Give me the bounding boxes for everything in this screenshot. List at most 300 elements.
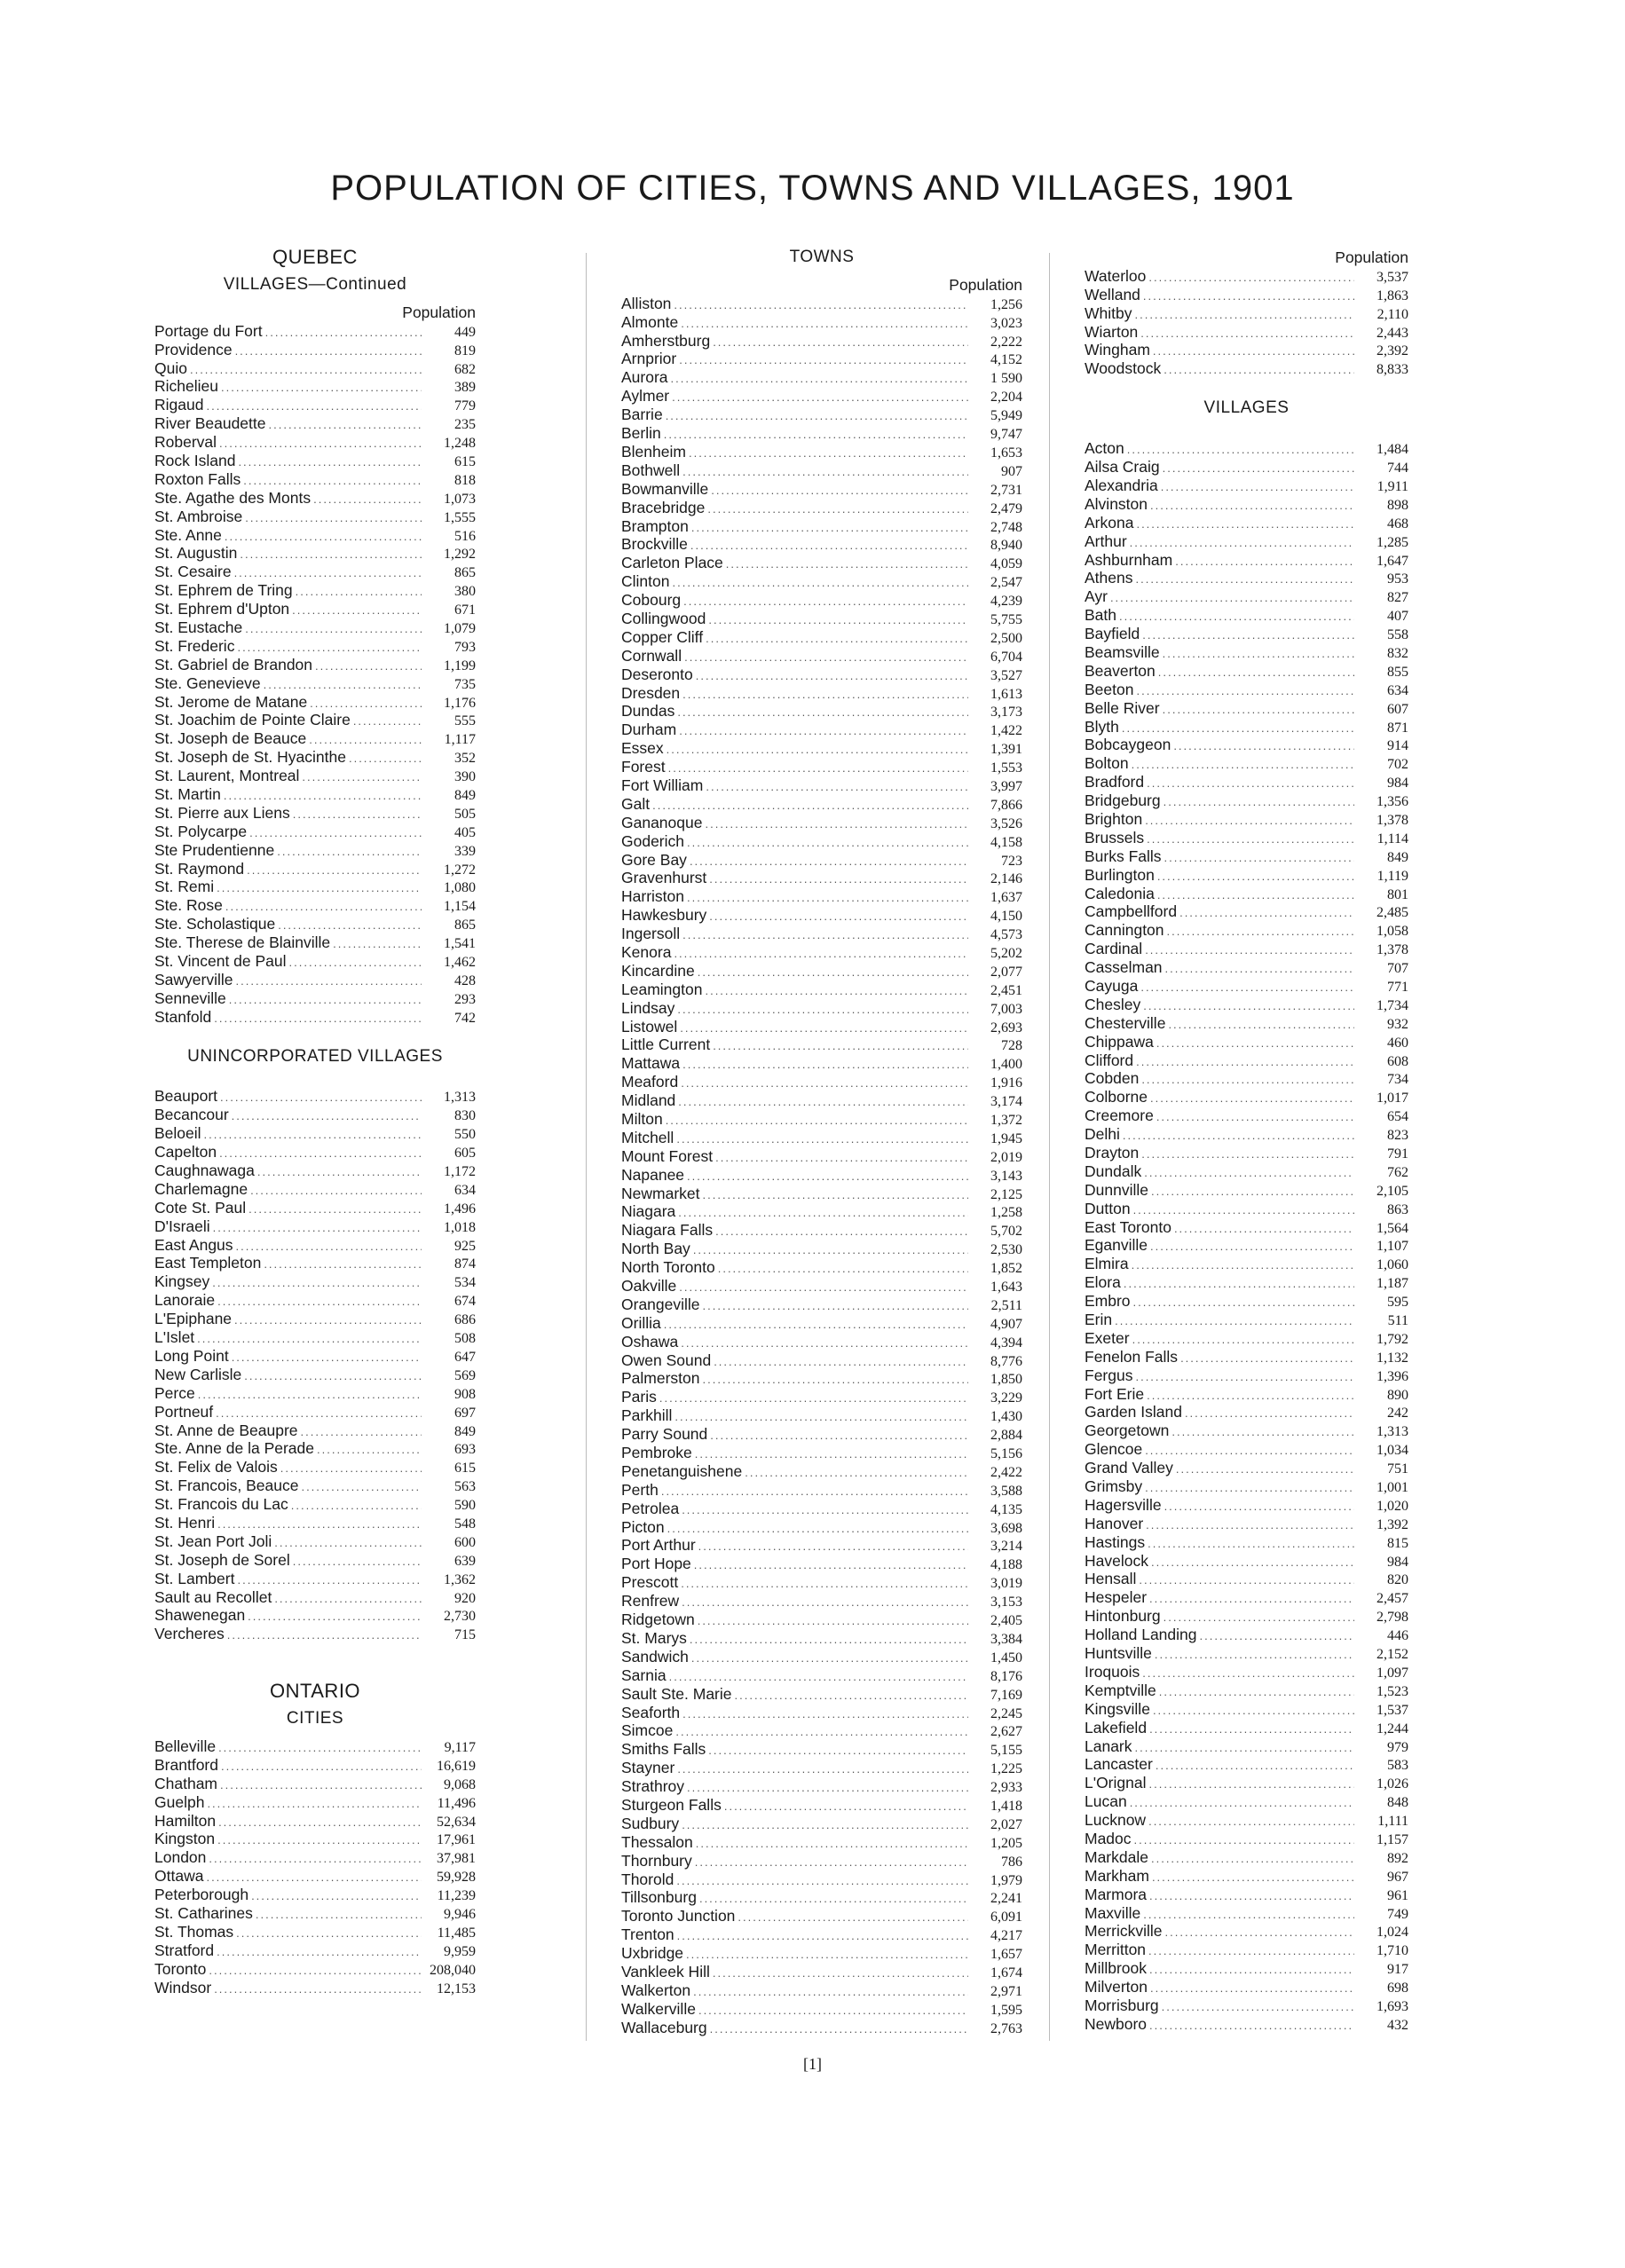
place-name: Acton bbox=[1085, 439, 1124, 458]
table-row bbox=[1085, 1552, 1408, 1571]
dot-leader bbox=[1153, 343, 1354, 361]
table-row bbox=[1085, 996, 1408, 1014]
place-name: Port Arthur bbox=[621, 1536, 696, 1555]
place-name: Copper Cliff bbox=[621, 627, 704, 646]
table-row bbox=[621, 1852, 1022, 1870]
population-value: 1,258 bbox=[990, 1205, 1022, 1221]
population-value: 634 bbox=[1387, 682, 1408, 698]
table-row bbox=[621, 368, 1022, 387]
place-name: Dresden bbox=[621, 683, 681, 702]
table-row bbox=[1085, 606, 1408, 625]
place-name: Sault Ste. Marie bbox=[621, 1684, 732, 1703]
table-row bbox=[154, 1291, 476, 1310]
population-value: 917 bbox=[1387, 1962, 1408, 1978]
place-name: Sawyerville bbox=[154, 970, 233, 988]
table-row bbox=[621, 1054, 1022, 1073]
population-value: 516 bbox=[454, 528, 476, 544]
table-row bbox=[154, 1143, 476, 1162]
dot-leader bbox=[218, 1814, 422, 1832]
place-name: Pembroke bbox=[621, 1444, 692, 1462]
population-value: 16,619 bbox=[437, 1758, 476, 1774]
population-value: 2,422 bbox=[990, 1464, 1022, 1480]
place-name: Burlington bbox=[1085, 865, 1155, 884]
population-value: 407 bbox=[1387, 609, 1408, 625]
dot-leader bbox=[691, 519, 968, 538]
dot-leader bbox=[1140, 325, 1354, 343]
table-row bbox=[621, 1425, 1022, 1444]
dot-leader bbox=[709, 908, 968, 926]
population-value: 4,188 bbox=[990, 1557, 1022, 1573]
table-row bbox=[154, 1532, 476, 1551]
population-value: 605 bbox=[454, 1146, 476, 1162]
place-name: St. Eustache bbox=[154, 618, 243, 636]
table-row bbox=[621, 1740, 1022, 1759]
ontario-towns-list bbox=[621, 295, 1022, 2037]
dot-leader bbox=[301, 1478, 422, 1497]
place-name: Stanfold bbox=[154, 1007, 212, 1026]
population-value: 9,747 bbox=[990, 427, 1022, 443]
place-name: Drayton bbox=[1085, 1144, 1140, 1162]
place-name: Mattawa bbox=[621, 1054, 681, 1073]
place-name: Ailsa Craig bbox=[1085, 458, 1160, 476]
population-value: 9,959 bbox=[444, 1943, 476, 1959]
place-name: Picton bbox=[621, 1517, 665, 1536]
table-row bbox=[1085, 1255, 1408, 1273]
dot-leader bbox=[674, 945, 968, 964]
table-row bbox=[1085, 532, 1408, 551]
table-row bbox=[1085, 902, 1408, 921]
place-name: Gananoque bbox=[621, 813, 703, 831]
population-value: 5,155 bbox=[990, 1743, 1022, 1759]
place-name: Chesley bbox=[1085, 995, 1141, 1013]
table-row bbox=[621, 1796, 1022, 1815]
table-row bbox=[621, 1444, 1022, 1462]
place-name: St. Frederic bbox=[154, 636, 235, 655]
place-name: St. Henri bbox=[154, 1513, 216, 1532]
place-name: Arkona bbox=[1085, 513, 1134, 532]
table-row bbox=[1085, 286, 1408, 304]
dot-leader bbox=[293, 1553, 422, 1571]
dot-leader bbox=[1148, 1535, 1354, 1554]
place-name: Aylmer bbox=[621, 387, 670, 406]
place-name: Mitchell bbox=[621, 1128, 674, 1146]
table-row bbox=[1085, 1033, 1408, 1051]
dot-leader bbox=[695, 1854, 968, 1872]
population-value: 647 bbox=[454, 1349, 476, 1365]
table-row bbox=[621, 1629, 1022, 1648]
ontario-villages-list bbox=[1085, 439, 1408, 2034]
place-name: Madoc bbox=[1085, 1829, 1132, 1847]
population-value: 892 bbox=[1387, 1850, 1408, 1866]
dot-leader bbox=[691, 1650, 968, 1668]
quebec-unincorporated-list bbox=[154, 1087, 476, 1643]
population-value: 208,040 bbox=[430, 1962, 476, 1978]
dot-leader bbox=[1149, 1887, 1354, 1906]
dot-leader bbox=[677, 1927, 968, 1946]
population-value: 1,024 bbox=[1377, 1925, 1408, 1941]
population-value: 1,244 bbox=[1377, 1721, 1408, 1736]
place-name: Dunnville bbox=[1085, 1180, 1148, 1199]
place-name: Belle River bbox=[1085, 698, 1160, 717]
table-row bbox=[1085, 1200, 1408, 1218]
dot-leader bbox=[678, 1093, 968, 1112]
population-value: 2,884 bbox=[990, 1428, 1022, 1444]
table-row bbox=[154, 433, 476, 452]
dot-leader bbox=[1143, 1906, 1354, 1925]
population-value: 4,907 bbox=[990, 1316, 1022, 1332]
dot-leader bbox=[711, 482, 968, 500]
table-row bbox=[621, 1518, 1022, 1537]
dot-leader bbox=[726, 555, 968, 574]
table-row bbox=[154, 1366, 476, 1384]
place-name: Thorold bbox=[621, 1870, 674, 1888]
dot-leader bbox=[206, 398, 422, 416]
population-value: 674 bbox=[454, 1294, 476, 1310]
table-row bbox=[621, 1202, 1022, 1221]
dot-leader bbox=[248, 1201, 422, 1219]
place-name: Bradford bbox=[1085, 773, 1145, 791]
population-value: 1,430 bbox=[990, 1409, 1022, 1425]
place-name: Bracebridge bbox=[621, 498, 706, 516]
place-name: St. Gabriel de Brandon bbox=[154, 655, 313, 673]
population-value: 52,634 bbox=[437, 1814, 476, 1830]
table-row bbox=[154, 1254, 476, 1272]
dot-leader bbox=[681, 1075, 968, 1093]
dot-leader bbox=[708, 611, 968, 630]
population-value: 1,132 bbox=[1377, 1350, 1408, 1366]
dot-leader bbox=[1134, 306, 1354, 325]
table-row bbox=[1085, 1830, 1408, 1848]
column-1 bbox=[154, 248, 476, 1996]
dot-leader bbox=[1130, 1794, 1354, 1813]
population-value: 898 bbox=[1387, 497, 1408, 513]
population-value: 682 bbox=[454, 361, 476, 377]
dot-leader bbox=[671, 370, 968, 389]
ontario-towns-continued-list bbox=[1085, 267, 1408, 378]
population-value: 3,526 bbox=[990, 815, 1022, 831]
place-name: St. Ephrem d'Upton bbox=[154, 600, 290, 618]
table-row bbox=[1085, 1886, 1408, 1904]
dot-leader bbox=[698, 964, 968, 982]
dot-leader bbox=[1164, 1498, 1354, 1516]
place-name: L'Orignal bbox=[1085, 1774, 1147, 1792]
table-row bbox=[621, 1981, 1022, 2000]
place-name: Leamington bbox=[621, 980, 703, 998]
place-name: Havelock bbox=[1085, 1551, 1148, 1570]
table-row bbox=[621, 1500, 1022, 1518]
place-name: Walkerville bbox=[621, 1999, 696, 2018]
population-value: 3,997 bbox=[990, 778, 1022, 794]
page-title: POPULATION OF CITIES, TOWNS AND VILLAGES, 1901 bbox=[330, 169, 1295, 208]
dot-leader bbox=[672, 389, 968, 407]
place-name: Petrolea bbox=[621, 1499, 680, 1517]
place-name: Paris bbox=[621, 1388, 657, 1406]
place-name: Rigaud bbox=[154, 396, 204, 414]
table-row bbox=[154, 729, 476, 748]
population-value: 849 bbox=[1387, 849, 1408, 865]
dot-leader bbox=[661, 1483, 968, 1501]
dot-leader bbox=[280, 1460, 422, 1478]
ontario-cities-list bbox=[154, 1737, 476, 1996]
place-name: Brampton bbox=[621, 516, 689, 535]
table-row bbox=[621, 1573, 1022, 1592]
population-value: 615 bbox=[454, 1461, 476, 1477]
population-value: 1,199 bbox=[444, 658, 476, 673]
dot-leader bbox=[227, 1626, 422, 1645]
place-name: St. Pierre aux Liens bbox=[154, 803, 290, 822]
dot-leader bbox=[207, 1795, 422, 1814]
dot-leader bbox=[291, 1497, 422, 1516]
population-value: 2,105 bbox=[1377, 1183, 1408, 1199]
population-value: 3,174 bbox=[990, 1094, 1022, 1110]
table-row bbox=[621, 1018, 1022, 1036]
table-row bbox=[1085, 1459, 1408, 1477]
table-row bbox=[1085, 1867, 1408, 1886]
place-name: Essex bbox=[621, 739, 664, 758]
table-row bbox=[1085, 1644, 1408, 1663]
table-row bbox=[154, 952, 476, 971]
dot-leader bbox=[713, 334, 968, 352]
dot-leader bbox=[274, 1590, 422, 1609]
dot-leader bbox=[220, 1089, 422, 1107]
population-value: 242 bbox=[1387, 1406, 1408, 1421]
population-value: 702 bbox=[1387, 757, 1408, 773]
table-row bbox=[154, 1477, 476, 1495]
dot-leader bbox=[714, 1353, 968, 1372]
population-value: 3,153 bbox=[990, 1595, 1022, 1610]
place-name: St. Catharines bbox=[154, 1904, 253, 1923]
place-name: Gravenhurst bbox=[621, 869, 707, 887]
table-row bbox=[154, 1439, 476, 1458]
dot-leader bbox=[1165, 1924, 1355, 1942]
place-name: Elmira bbox=[1085, 1255, 1129, 1273]
table-row bbox=[621, 1073, 1022, 1091]
place-name: St. Joseph de Beauce bbox=[154, 729, 307, 748]
dot-leader bbox=[237, 639, 422, 658]
population-value: 4,573 bbox=[990, 927, 1022, 943]
population-value: 8,176 bbox=[990, 1668, 1022, 1684]
place-name: Oakville bbox=[621, 1277, 677, 1295]
dot-leader bbox=[245, 509, 422, 528]
place-name: Bath bbox=[1085, 606, 1116, 625]
table-row bbox=[154, 693, 476, 712]
dot-leader bbox=[1174, 1220, 1354, 1239]
place-name: Penetanguishene bbox=[621, 1461, 743, 1480]
place-name: Ste. Therese de Blainville bbox=[154, 933, 331, 952]
table-row bbox=[621, 1925, 1022, 1944]
place-name: Newmarket bbox=[621, 1184, 700, 1202]
place-name: Garden Island bbox=[1085, 1403, 1182, 1421]
dot-leader bbox=[694, 1556, 968, 1575]
population-value: 2,451 bbox=[990, 982, 1022, 998]
dot-leader bbox=[1163, 460, 1354, 478]
dot-leader bbox=[738, 1909, 968, 1927]
population-value: 468 bbox=[1387, 516, 1408, 532]
place-name: St. Ambroise bbox=[154, 507, 243, 525]
section-heading-villages-continued: VILLAGES—Continued bbox=[223, 274, 407, 294]
table-row bbox=[621, 702, 1022, 721]
place-name: Portage du Fort bbox=[154, 321, 263, 340]
population-value: 1,462 bbox=[444, 955, 476, 970]
table-row bbox=[154, 1551, 476, 1570]
dot-leader bbox=[1150, 497, 1354, 516]
place-name: Arnprior bbox=[621, 350, 677, 368]
table-row bbox=[621, 2019, 1022, 2037]
dot-leader bbox=[248, 1608, 422, 1626]
population-value: 608 bbox=[1387, 1053, 1408, 1069]
population-value: 9,117 bbox=[444, 1740, 476, 1755]
place-name: Alliston bbox=[621, 294, 672, 312]
place-name: Richelieu bbox=[154, 377, 218, 396]
table-row bbox=[154, 860, 476, 878]
place-name: Forest bbox=[621, 758, 666, 776]
dot-leader bbox=[1156, 1108, 1354, 1127]
population-value: 1,020 bbox=[1377, 1498, 1408, 1514]
table-row bbox=[1085, 1570, 1408, 1588]
dot-leader bbox=[1145, 1442, 1354, 1461]
population-value: 2,693 bbox=[990, 1020, 1022, 1036]
place-name: Providence bbox=[154, 340, 233, 358]
table-row bbox=[154, 767, 476, 785]
table-row bbox=[1085, 791, 1408, 810]
population-value: 390 bbox=[454, 769, 476, 785]
place-name: Ste. Scholastique bbox=[154, 915, 276, 933]
dot-leader bbox=[217, 1943, 422, 1962]
place-name: Alvinston bbox=[1085, 494, 1148, 513]
population-value: 2,479 bbox=[990, 500, 1022, 516]
dot-leader bbox=[1148, 1813, 1354, 1831]
population-value: 914 bbox=[1387, 738, 1408, 754]
table-row bbox=[1085, 1069, 1408, 1088]
dot-leader bbox=[309, 731, 422, 750]
place-name: Hensall bbox=[1085, 1570, 1137, 1588]
population-value: 2,077 bbox=[990, 964, 1022, 980]
population-value: 9,068 bbox=[444, 1776, 476, 1792]
table-row bbox=[621, 980, 1022, 999]
population-value: 1,643 bbox=[990, 1280, 1022, 1295]
place-name: Newboro bbox=[1085, 2014, 1148, 2033]
dot-leader bbox=[1149, 1590, 1354, 1609]
table-row bbox=[154, 1570, 476, 1588]
dot-leader bbox=[232, 1349, 422, 1367]
dot-leader bbox=[1159, 1683, 1354, 1702]
population-value: 1,097 bbox=[1377, 1665, 1408, 1681]
table-row bbox=[621, 610, 1022, 628]
dot-leader bbox=[232, 1107, 422, 1126]
population-value: 1,496 bbox=[444, 1201, 476, 1217]
table-row bbox=[1085, 587, 1408, 606]
population-value: 3,537 bbox=[1377, 269, 1408, 285]
table-row bbox=[621, 1369, 1022, 1388]
table-row bbox=[621, 1481, 1022, 1500]
table-row bbox=[621, 1185, 1022, 1203]
place-name: Toronto bbox=[154, 1959, 207, 1978]
population-value: 1,553 bbox=[990, 760, 1022, 776]
dot-leader bbox=[1123, 1127, 1354, 1146]
dot-leader bbox=[710, 2020, 968, 2039]
population-value: 2,530 bbox=[990, 1242, 1022, 1258]
population-value: 428 bbox=[454, 973, 476, 988]
dot-leader bbox=[682, 1705, 968, 1724]
dot-leader bbox=[1149, 1961, 1354, 1980]
population-value: 595 bbox=[1387, 1295, 1408, 1311]
place-name: Maxville bbox=[1085, 1903, 1141, 1922]
dot-leader bbox=[681, 1335, 968, 1353]
population-value: 2,500 bbox=[990, 630, 1022, 646]
dot-leader bbox=[235, 343, 422, 361]
place-name: Whitby bbox=[1085, 303, 1132, 322]
population-value: 563 bbox=[454, 1479, 476, 1495]
population-value: 815 bbox=[1387, 1535, 1408, 1551]
table-row bbox=[1085, 1385, 1408, 1404]
population-value: 1,205 bbox=[990, 1835, 1022, 1851]
place-name: Lucan bbox=[1085, 1792, 1127, 1811]
population-value: 1,080 bbox=[444, 880, 476, 896]
population-value: 3,527 bbox=[990, 667, 1022, 683]
place-name: Woodstock bbox=[1085, 359, 1162, 378]
dot-leader bbox=[1148, 269, 1354, 287]
population-value: 1,400 bbox=[990, 1057, 1022, 1073]
population-value: 2,405 bbox=[990, 1613, 1022, 1629]
population-column-header: Population bbox=[1335, 248, 1408, 266]
table-row bbox=[154, 785, 476, 804]
table-row bbox=[621, 1721, 1022, 1740]
table-row bbox=[1085, 304, 1408, 323]
place-name: Orangeville bbox=[621, 1295, 700, 1313]
dot-leader bbox=[236, 1925, 422, 1943]
table-row bbox=[154, 618, 476, 637]
dot-leader bbox=[667, 1520, 968, 1539]
population-value: 634 bbox=[454, 1182, 476, 1198]
place-name: Ridgetown bbox=[621, 1610, 695, 1629]
table-row bbox=[154, 1199, 476, 1217]
table-row bbox=[621, 387, 1022, 406]
population-value: 1,079 bbox=[444, 620, 476, 636]
table-row bbox=[621, 591, 1022, 610]
population-value: 1,541 bbox=[444, 936, 476, 952]
place-name: St. Lambert bbox=[154, 1569, 235, 1587]
place-name: Merrickville bbox=[1085, 1922, 1163, 1941]
table-row bbox=[154, 377, 476, 396]
dot-leader bbox=[217, 879, 422, 898]
place-name: Rock Island bbox=[154, 451, 236, 469]
population-value: 1,225 bbox=[990, 1761, 1022, 1777]
place-name: Ste. Genevieve bbox=[154, 673, 261, 692]
population-value: 508 bbox=[454, 1331, 476, 1347]
population-value: 890 bbox=[1387, 1387, 1408, 1403]
population-value: 2,241 bbox=[990, 1891, 1022, 1907]
dot-leader bbox=[214, 1981, 422, 1999]
place-name: Fenelon Falls bbox=[1085, 1347, 1179, 1366]
place-name: Grand Valley bbox=[1085, 1459, 1173, 1477]
place-name: Marmora bbox=[1085, 1885, 1148, 1903]
dot-leader bbox=[696, 667, 968, 686]
place-name: Athens bbox=[1085, 569, 1133, 587]
table-row bbox=[621, 1888, 1022, 1907]
place-name: St. Augustin bbox=[154, 544, 238, 563]
dot-leader bbox=[1151, 1554, 1354, 1572]
dot-leader bbox=[674, 1408, 968, 1427]
dot-leader bbox=[684, 649, 968, 667]
place-name: Ottawa bbox=[154, 1867, 204, 1886]
population-value: 380 bbox=[454, 584, 476, 600]
population-value: 460 bbox=[1387, 1035, 1408, 1051]
table-row bbox=[621, 832, 1022, 851]
table-row bbox=[154, 1941, 476, 1960]
dot-leader bbox=[681, 1575, 968, 1594]
dot-leader bbox=[190, 361, 422, 380]
population-value: 849 bbox=[454, 1423, 476, 1439]
